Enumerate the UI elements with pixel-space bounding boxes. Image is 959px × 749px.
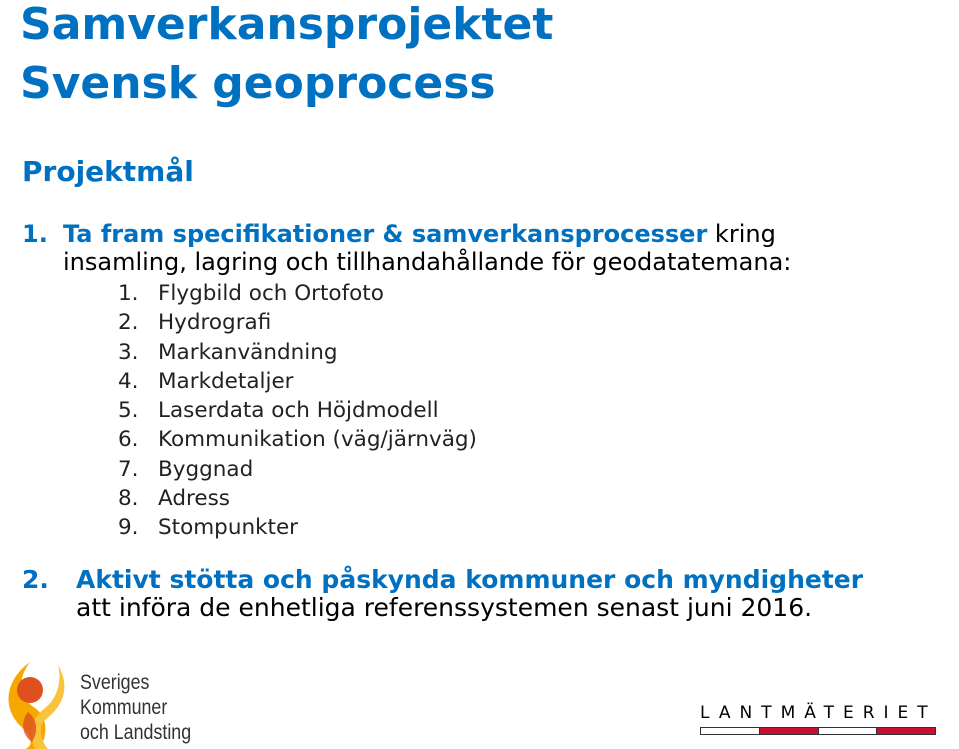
list-item [118, 455, 477, 484]
list-item-label: Kommunikation (väg/järnväg) [158, 427, 477, 453]
skl-logo-line: Sveriges [80, 671, 150, 694]
list-item-number: 7. [118, 456, 139, 482]
slide-title-line1: Samverkansprojektet [20, 0, 554, 50]
list-item-label: Byggnad [158, 456, 254, 482]
list-item-number: 8. [118, 486, 139, 512]
list-item-number: 3. [118, 339, 139, 365]
list-item-label: Hydrografi [158, 310, 272, 336]
list-item [118, 425, 477, 454]
list-item [118, 396, 477, 425]
list-item [118, 513, 477, 542]
logo-bar-segment [877, 728, 935, 734]
goal-1-bold: Ta fram specifikationer & samverkansprocesser [63, 220, 708, 248]
skl-logo-line: Kommuner [80, 696, 168, 719]
slide-title-line2: Svensk geoprocess [20, 58, 496, 109]
goal-1-number: 1. [22, 220, 48, 248]
goal-2-bold: Aktivt stötta och påskynda kommuner och myndigheter [76, 565, 864, 594]
logo-bar-segment [760, 728, 819, 734]
list-item-label: Markanvändning [158, 339, 338, 365]
skl-logo-icon [0, 660, 70, 749]
list-item-number: 4. [118, 368, 139, 394]
goal-2-number: 2. [22, 565, 49, 594]
list-item-label: Stompunkter [158, 515, 299, 541]
goal-1-rest: kring [707, 220, 776, 248]
goal-1 [22, 220, 791, 276]
goal-2-line2: att införa de enhetliga referenssystemen senast juni 2016. [76, 593, 813, 622]
list-item-label: Flygbild och Ortofoto [158, 281, 384, 306]
list-item-label: Markdetaljer [158, 368, 294, 394]
list-item [118, 367, 477, 396]
goal-2 [22, 566, 863, 622]
list-item-number: 1. [118, 281, 139, 306]
list-item [118, 308, 477, 337]
theme-list [118, 279, 477, 543]
lantmateriet-logo-text: LANTMÄTERIET [700, 703, 937, 723]
logo-bar-segment [819, 728, 878, 734]
list-item-number: 5. [118, 398, 139, 424]
goal-1-line2: insamling, lagring och tillhandahållande för geodatatemana: [63, 248, 792, 276]
list-item-number: 9. [118, 515, 139, 541]
lantmateriet-logo-bar [700, 727, 936, 735]
list-item-number: 2. [118, 310, 139, 336]
list-item-label: Adress [158, 486, 230, 512]
logo-bar-segment [701, 728, 760, 734]
list-item [118, 484, 477, 513]
list-item [118, 338, 477, 367]
list-item-number: 6. [118, 427, 139, 453]
skl-logo-text [80, 670, 191, 745]
skl-logo-line: och Landsting [80, 721, 192, 744]
list-item-label: Laserdata och Höjdmodell [158, 398, 439, 424]
section-heading: Projektmål [22, 155, 194, 188]
list-item [118, 279, 477, 308]
